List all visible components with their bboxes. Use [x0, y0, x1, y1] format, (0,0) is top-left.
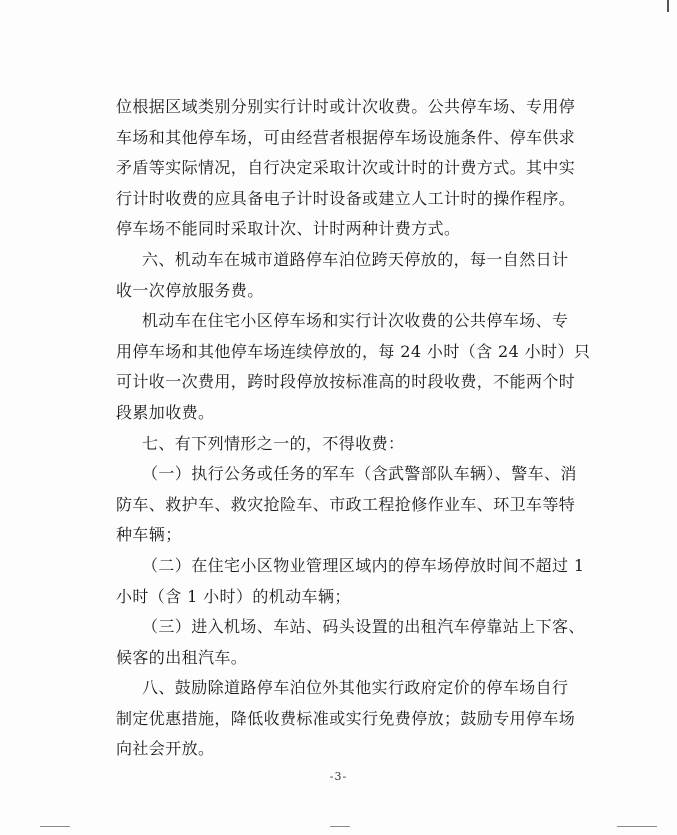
- text-line: 收一次停放服务费。: [116, 280, 264, 300]
- list-item-three: （三）进入机场、车站、码头设置的出租汽车停靠站上下客、: [142, 617, 585, 637]
- text-line: 制定优惠措施，降低收费标准或实行免费停放；鼓励专用停车场: [116, 708, 576, 728]
- section-eight-heading: 八、鼓励除道路停车泊位外其他实行政府定价的停车场自行: [142, 678, 569, 698]
- page-number: -3-: [329, 770, 348, 783]
- scan-edge-mark: [330, 826, 350, 827]
- body-text: [116, 92, 591, 765]
- list-item-two: （二）在住宅小区物业管理区域内的停车场停放时间不超过 1: [142, 555, 585, 575]
- text-line: 位根据区域类别分别实行计时或计次收费。公共停车场、专用停: [116, 97, 576, 116]
- text-line: 候客的出租汽车。: [116, 647, 248, 667]
- text-line: 防车、救护车、救灾抢险车、市政工程抢修作业车、环卫车等特: [116, 494, 576, 514]
- text-line: 用停车场和其他停车场连续停放的，每 24 小时（含 24 小时）只: [116, 341, 591, 361]
- text-line: 行计时收费的应具备电子计时设备或建立人工计时的操作程序。: [116, 188, 576, 208]
- text-line: 矛盾等实际情况，自行决定采取计次或计时的计费方式。其中实: [116, 158, 576, 178]
- section-seven-heading: 七、有下列情形之一的，不得收费：: [142, 433, 405, 453]
- text-line: 车场和其他停车场，可由经营者根据停车场设施条件、停车供求: [116, 127, 576, 147]
- scan-edge-mark: [40, 826, 70, 827]
- scan-corner-mark: [667, 0, 669, 12]
- list-item-one: （一）执行公务或任务的军车（含武警部队车辆）、警车、消: [142, 464, 577, 484]
- section-six-heading: 六、机动车在城市道路停车泊位跨天停放的，每一自然日计: [142, 249, 569, 269]
- text-line: 段累加收费。: [116, 402, 215, 422]
- text-line: 可计收一次费用，跨时段停放按标准高的时段收费，不能两个时: [116, 372, 576, 392]
- text-line: 向社会开放。: [116, 739, 215, 759]
- scan-edge-mark: [617, 826, 657, 827]
- paragraph-start: 机动车在住宅小区停车场和实行计次收费的公共停车场、专: [142, 311, 569, 331]
- text-line: 停车场不能同时采取计次、计时两种计费方式。: [116, 219, 461, 239]
- text-line: 小时（含 1 小时）的机动车辆；: [116, 586, 351, 606]
- text-line: 种车辆；: [116, 525, 182, 545]
